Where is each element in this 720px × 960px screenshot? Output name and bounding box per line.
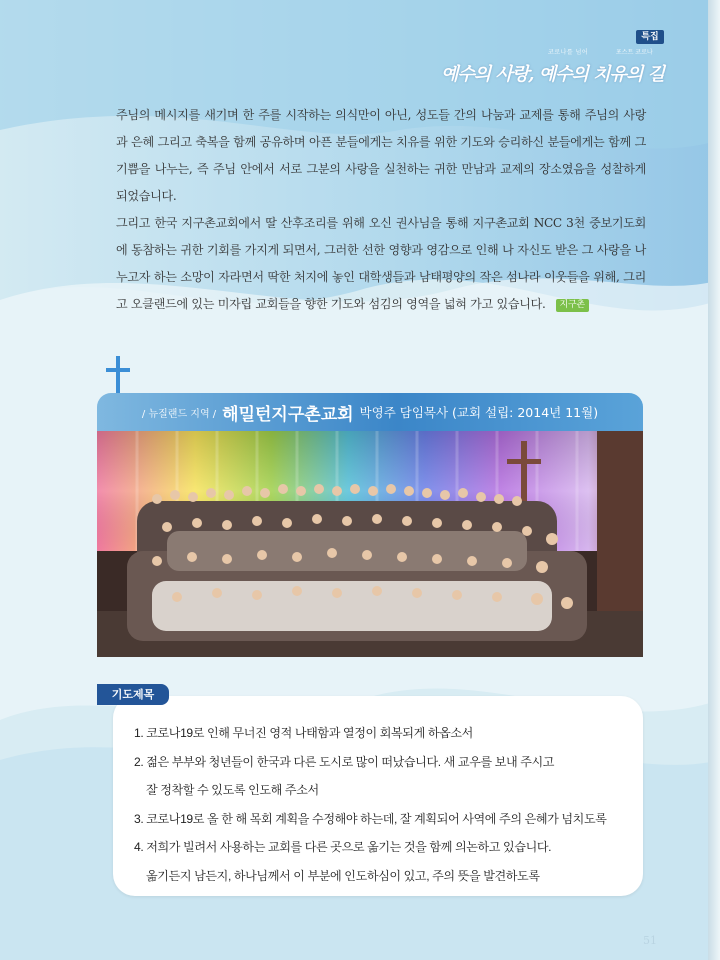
- prayer-item-continuation: 옮기든지 남든지, 하나님께서 이 부분에 인도하심이 있고, 주의 뜻을 발견하도록: [146, 868, 540, 883]
- congregation-photo: [97, 431, 643, 657]
- header-subtitle-right: 포스트 코로나: [616, 49, 653, 56]
- prayer-item: 3. 코로나19로 올 한 해 목회 계획을 수정해야 하는데, 잘 계획되어 사역에 주의 은혜가 넘치도록: [134, 811, 607, 826]
- church-pastor: 박영주 담임목사 (교회 설립: 2014년 11월): [359, 405, 599, 420]
- church-region: / 뉴질랜드 지역 /: [141, 408, 217, 420]
- article-body: [116, 102, 646, 318]
- article-paragraph: 그리고 한국 지구촌교회에서 딸 산후조리를 위해 오신 권사님을 통해 지구촌교회 NCC 3천 중보기도회에 동참하는 귀한 기회를 가지게 되면서, 그러한 선한 영향과 영감으로 인해 나 자신도 받은 그 사랑을 나누고자 하는 소망이 자라면서 딱한 처지에 놓인 대학생들과 남태평양의 작은 섬나라 이웃들을 위해, 그리고 오클랜드에 있는 미자립 교회들을 향한 기도와 섬김의 영역을 넓혀 가고 있습니다. 지구촌: [116, 216, 646, 311]
- prayer-item-continuation: 잘 정착할 수 있도록 인도해 주소서: [146, 783, 319, 797]
- prayer-item: 1. 코로나19로 인해 무너진 영적 나태함과 열정이 회복되게 하옵소서: [134, 726, 473, 740]
- church-banner: [97, 393, 643, 431]
- article-paragraph: 주님의 메시지를 새기며 한 주를 시작하는 의식만이 아닌, 성도들 간의 나눔과 교제를 통해 주님의 사랑과 은혜 그리고 축복을 함께 공유하며 아픈 분들에게는 치유를 위한 기도와 승리하신 분들에게는 함께 그 기쁨을 나누는, 즉 주님 안에서 서로 그분의 사랑을 실천하는 귀한 만남과 교제의 장소였음을 성찰하게 되었습니다.: [116, 108, 646, 203]
- church-tag-badge: 지구촌: [556, 299, 589, 312]
- header-title: 예수의 사랑, 예수의 치유의 길: [441, 64, 664, 85]
- cross-icon: [106, 356, 130, 396]
- prayer-list: [134, 719, 634, 890]
- header-subtitle-left: 코로나를 넘어: [548, 49, 589, 56]
- page-number: 51: [643, 934, 657, 947]
- church-name: 해밀턴지구촌교회: [222, 404, 354, 425]
- prayer-requests-label: 기도제목: [97, 684, 169, 705]
- section-badge: 특집: [636, 30, 664, 44]
- prayer-item: 2. 젊은 부부와 청년들이 한국과 다른 도시로 많이 떠났습니다. 새 교우를 보내 주시고: [134, 754, 555, 769]
- page-edge: [708, 0, 720, 960]
- prayer-item: 4. 저희가 빌려서 사용하는 교회를 다른 곳으로 옮기는 것을 함께 의논하고 있습니다.: [134, 840, 552, 854]
